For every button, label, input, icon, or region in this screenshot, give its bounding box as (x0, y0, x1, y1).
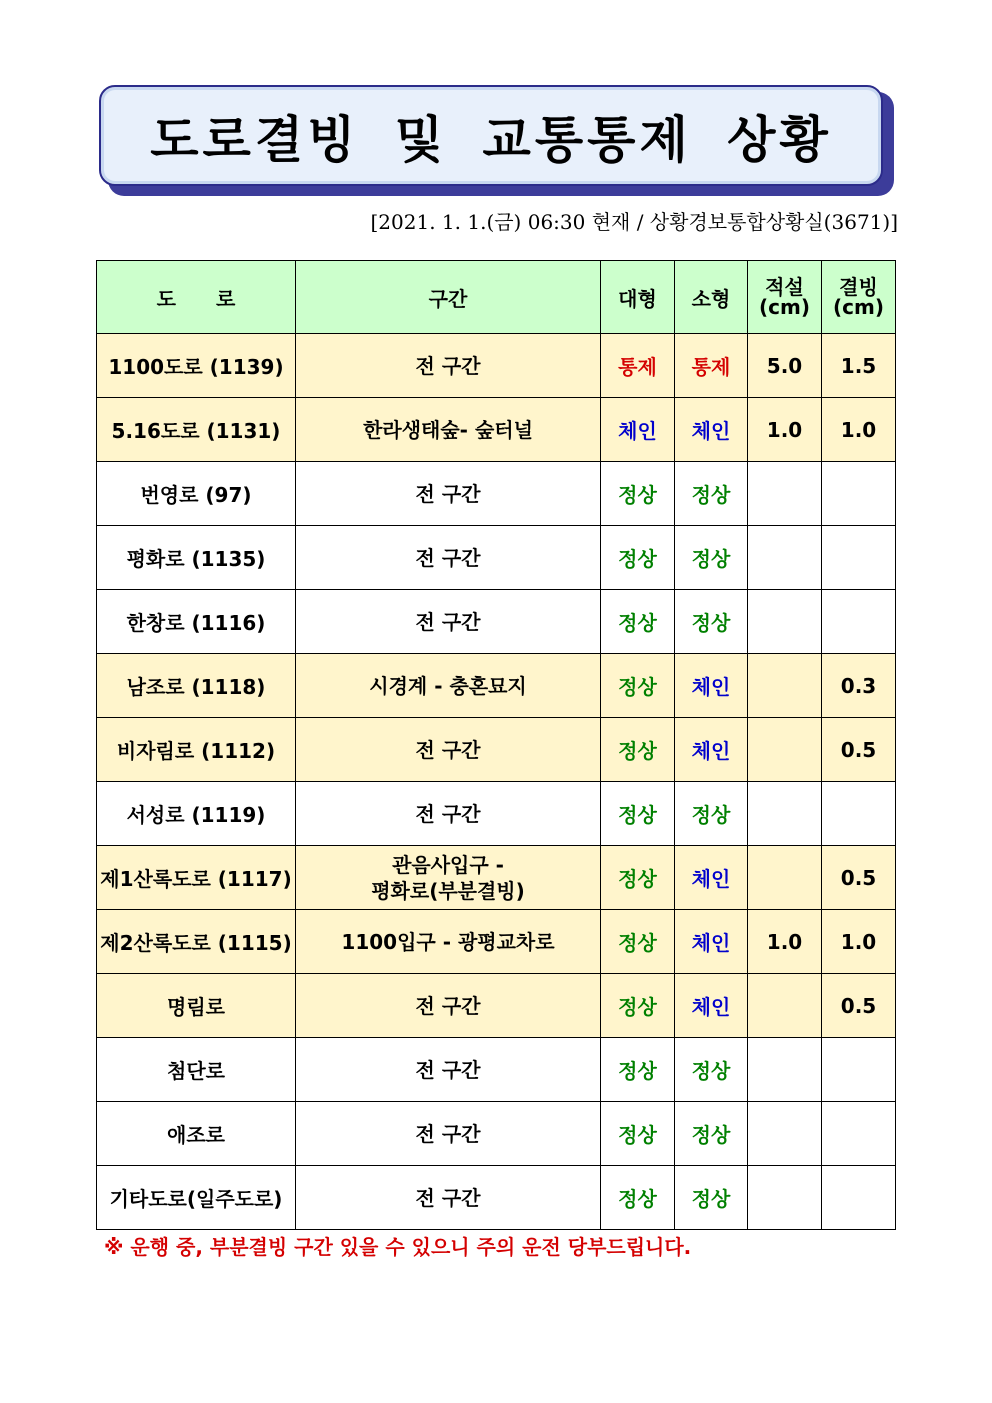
section-cell: 1100입구 - 광평교차로 (296, 910, 601, 974)
large-vehicle-status: 정상 (601, 910, 675, 974)
report-timestamp: [2021. 1. 1.(금) 06:30 현재 / 상황경보통합상황실(3671)] (370, 210, 898, 234)
table-row (97, 462, 896, 526)
section-cell: 전 구간 (296, 590, 601, 654)
header-section: 구간 (296, 261, 601, 334)
snow-depth-cell (748, 590, 822, 654)
header-road: 도 로 (97, 261, 296, 334)
snow-depth-cell (748, 462, 822, 526)
snow-depth-cell (748, 846, 822, 910)
road-name-cell: 비자림로 (1112) (97, 718, 296, 782)
header-snow (748, 261, 822, 334)
section-cell: 전 구간 (296, 1038, 601, 1102)
ice-depth-cell: 0.5 (822, 846, 896, 910)
ice-depth-cell (822, 782, 896, 846)
road-name-cell: 남조로 (1118) (97, 654, 296, 718)
header-ice-label: 결빙 (839, 275, 878, 299)
section-cell: 한라생태숲- 숲터널 (296, 398, 601, 462)
road-name-cell: 1100도로 (1139) (97, 334, 296, 398)
road-name-cell: 제2산록도로 (1115) (97, 910, 296, 974)
road-name-cell: 서성로 (1119) (97, 782, 296, 846)
section-cell: 관음사입구 - 평화로(부분결빙) (296, 846, 601, 910)
large-vehicle-status: 정상 (601, 590, 675, 654)
small-vehicle-status: 정상 (675, 1102, 748, 1166)
large-vehicle-status: 통제 (601, 334, 675, 398)
table-row (97, 974, 896, 1038)
table-row (97, 1166, 896, 1230)
road-name-cell: 첨단로 (97, 1038, 296, 1102)
section-cell: 전 구간 (296, 526, 601, 590)
small-vehicle-status: 통제 (675, 334, 748, 398)
table-row (97, 846, 896, 910)
small-vehicle-status: 체인 (675, 974, 748, 1038)
ice-depth-cell: 0.5 (822, 974, 896, 1038)
ice-depth-cell: 0.3 (822, 654, 896, 718)
road-name-cell: 평화로 (1135) (97, 526, 296, 590)
snow-depth-cell (748, 718, 822, 782)
section-cell: 전 구간 (296, 974, 601, 1038)
large-vehicle-status: 정상 (601, 462, 675, 526)
small-vehicle-status: 정상 (675, 590, 748, 654)
snow-depth-cell: 1.0 (748, 398, 822, 462)
table-row (97, 1038, 896, 1102)
large-vehicle-status: 정상 (601, 782, 675, 846)
small-vehicle-status: 정상 (675, 782, 748, 846)
title-box (99, 85, 883, 186)
large-vehicle-status: 정상 (601, 846, 675, 910)
small-vehicle-status: 체인 (675, 718, 748, 782)
road-name-cell: 애조로 (97, 1102, 296, 1166)
section-cell: 전 구간 (296, 1166, 601, 1230)
small-vehicle-status: 체인 (675, 654, 748, 718)
ice-depth-cell (822, 462, 896, 526)
table-row (97, 654, 896, 718)
table-header-row (97, 261, 896, 334)
header-snow-unit: (cm) (759, 295, 810, 319)
header-large: 대형 (601, 261, 675, 334)
table-row (97, 334, 896, 398)
snow-depth-cell (748, 526, 822, 590)
header-ice (822, 261, 896, 334)
road-name-cell: 5.16도로 (1131) (97, 398, 296, 462)
road-name-cell: 한창로 (1116) (97, 590, 296, 654)
large-vehicle-status: 체인 (601, 398, 675, 462)
table-row (97, 718, 896, 782)
table-row (97, 526, 896, 590)
small-vehicle-status: 체인 (675, 398, 748, 462)
road-status-table (96, 260, 896, 1230)
table-row (97, 782, 896, 846)
ice-depth-cell (822, 1038, 896, 1102)
large-vehicle-status: 정상 (601, 974, 675, 1038)
table-row (97, 1102, 896, 1166)
ice-depth-cell (822, 526, 896, 590)
caution-notice: ※ 운행 중, 부분결빙 구간 있을 수 있으니 주의 운전 당부드립니다. (104, 1235, 692, 1259)
section-cell: 전 구간 (296, 1102, 601, 1166)
header-ice-unit: (cm) (833, 295, 884, 319)
table-body (97, 334, 896, 1230)
road-name-cell: 번영로 (97) (97, 462, 296, 526)
section-cell: 시경계 - 충혼묘지 (296, 654, 601, 718)
large-vehicle-status: 정상 (601, 1166, 675, 1230)
large-vehicle-status: 정상 (601, 718, 675, 782)
section-cell: 전 구간 (296, 782, 601, 846)
snow-depth-cell (748, 1166, 822, 1230)
snow-depth-cell: 1.0 (748, 910, 822, 974)
small-vehicle-status: 정상 (675, 1166, 748, 1230)
small-vehicle-status: 정상 (675, 462, 748, 526)
large-vehicle-status: 정상 (601, 526, 675, 590)
ice-depth-cell: 1.0 (822, 910, 896, 974)
large-vehicle-status: 정상 (601, 1038, 675, 1102)
section-cell: 전 구간 (296, 718, 601, 782)
ice-depth-cell (822, 1166, 896, 1230)
road-name-cell: 명림로 (97, 974, 296, 1038)
snow-depth-cell (748, 1038, 822, 1102)
ice-depth-cell: 1.0 (822, 398, 896, 462)
ice-depth-cell (822, 590, 896, 654)
ice-depth-cell (822, 1102, 896, 1166)
road-name-cell: 기타도로(일주도로) (97, 1166, 296, 1230)
snow-depth-cell: 5.0 (748, 334, 822, 398)
small-vehicle-status: 체인 (675, 846, 748, 910)
table-row (97, 910, 896, 974)
snow-depth-cell (748, 782, 822, 846)
ice-depth-cell: 1.5 (822, 334, 896, 398)
page-title: 도로결빙 및 교통통제 상황 (150, 110, 832, 169)
table-row (97, 590, 896, 654)
small-vehicle-status: 체인 (675, 910, 748, 974)
small-vehicle-status: 정상 (675, 1038, 748, 1102)
snow-depth-cell (748, 654, 822, 718)
small-vehicle-status: 정상 (675, 526, 748, 590)
header-snow-label: 적설 (765, 275, 804, 299)
large-vehicle-status: 정상 (601, 654, 675, 718)
road-name-cell: 제1산록도로 (1117) (97, 846, 296, 910)
header-small: 소형 (675, 261, 748, 334)
table-row (97, 398, 896, 462)
section-cell: 전 구간 (296, 334, 601, 398)
ice-depth-cell: 0.5 (822, 718, 896, 782)
snow-depth-cell (748, 1102, 822, 1166)
snow-depth-cell (748, 974, 822, 1038)
section-cell: 전 구간 (296, 462, 601, 526)
large-vehicle-status: 정상 (601, 1102, 675, 1166)
